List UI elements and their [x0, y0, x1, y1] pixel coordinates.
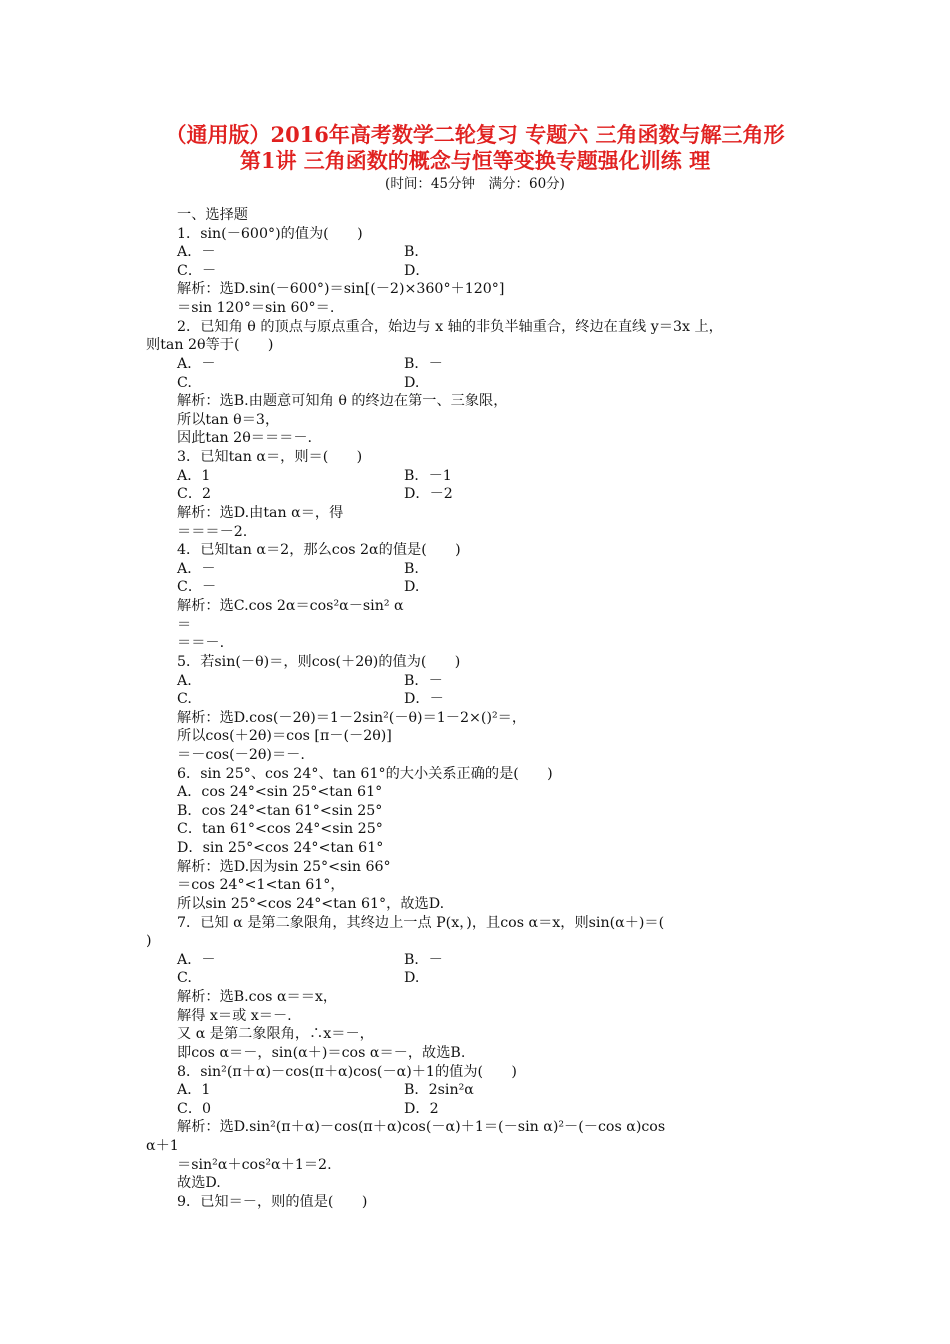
- text-line: [0, 1193, 950, 1212]
- text-line: [0, 560, 950, 579]
- line-text: ＝－cos(－2θ)＝－.: [177, 746, 305, 763]
- text-line: [0, 709, 950, 728]
- continuation-text: 则tan 2θ等于( ): [146, 337, 274, 354]
- line-text: 8．sin²(π＋α)－cos(π＋α)cos(－α)＋1的值为( ): [177, 1063, 517, 1080]
- line-text: 2．已知角 θ 的顶点与原点重合，始边与 x 轴的非负半轴重合，终边在直线 y＝3x 上，: [177, 318, 723, 335]
- text-line: [0, 1007, 950, 1026]
- text-line: [0, 802, 950, 821]
- option-text: B．－1: [404, 467, 452, 484]
- text-line: [0, 932, 950, 951]
- text-line: [0, 876, 950, 895]
- line-text: ＝＝＝－2.: [177, 523, 248, 540]
- option-text: D．－: [404, 691, 444, 708]
- line-text: A．－: [177, 355, 216, 372]
- text-line: [0, 727, 950, 746]
- line-text: C．2: [177, 486, 212, 503]
- text-line: [0, 374, 950, 393]
- line-text: 解析：选D.由tan α＝，得: [177, 504, 344, 521]
- text-line: [0, 448, 950, 467]
- text-line: [0, 616, 950, 635]
- line-text: 解析：选B.由题意可知角 θ 的终边在第一、三象限，: [177, 393, 508, 410]
- text-line: [0, 467, 950, 486]
- option-text: D．－2: [404, 486, 453, 503]
- text-line: [0, 634, 950, 653]
- line-text: B．cos 24°<tan 61°<sin 25°: [177, 802, 383, 819]
- text-line: [0, 783, 950, 802]
- line-text: 解析：选D.cos(－2θ)＝1－2sin²(－θ)＝1－2×()²＝，: [177, 709, 527, 726]
- text-line: [0, 280, 950, 299]
- continuation-text: α＋1: [146, 1138, 179, 1154]
- line-text: A．－: [177, 244, 216, 261]
- text-line: [0, 578, 950, 597]
- line-text: C．tan 61°<cos 24°<sin 25°: [177, 821, 383, 838]
- text-line: [0, 839, 950, 858]
- text-line: [0, 1118, 950, 1137]
- option-text: D．2: [404, 1100, 439, 1117]
- text-line: [0, 951, 950, 970]
- line-text: 解析：选C.cos 2α＝cos²α－sin² α: [177, 598, 404, 615]
- line-text: A．1: [177, 467, 211, 484]
- text-line: [0, 969, 950, 988]
- text-line: [0, 1044, 950, 1063]
- text-line: [0, 206, 950, 225]
- document-subtitle: (时间：45分钟 满分：60分): [385, 176, 565, 192]
- document-title-line1: （通用版）2016年高考数学二轮复习 专题六 三角函数与解三角形: [165, 122, 785, 147]
- line-text: C．－: [177, 579, 217, 596]
- line-text: A.: [177, 672, 192, 689]
- text-line: [0, 318, 950, 337]
- text-line: [0, 336, 950, 355]
- continuation-text: ): [146, 933, 152, 950]
- line-text: 所以cos(＋2θ)＝cos [π－(－2θ)]: [177, 728, 392, 745]
- text-line: [0, 243, 950, 262]
- text-line: [0, 858, 950, 877]
- line-text: 解析：选B.cos α＝＝x，: [177, 989, 338, 1006]
- text-line: [0, 1063, 950, 1082]
- text-line: [0, 597, 950, 616]
- line-text: ＝＝－.: [177, 635, 225, 652]
- line-text: A．－: [177, 951, 216, 968]
- option-text: B.: [404, 560, 419, 577]
- text-line: [0, 485, 950, 504]
- line-text: 6．sin 25°、cos 24°、tan 61°的大小关系正确的是( ): [177, 765, 553, 782]
- text-line: [0, 820, 950, 839]
- text-line: [0, 355, 950, 374]
- text-line: [0, 988, 950, 1007]
- text-line: [0, 690, 950, 709]
- text-line: [0, 653, 950, 672]
- text-line: [0, 1025, 950, 1044]
- line-text: 3．已知tan α＝，则＝( ): [177, 449, 363, 466]
- line-text: C.: [177, 970, 192, 987]
- line-text: 因此tan 2θ＝＝＝－.: [177, 430, 313, 447]
- line-text: 7．已知 α 是第二象限角，其终边上一点 P(x，)，且cos α＝x，则sin(α＋)＝(: [177, 914, 665, 931]
- option-text: B．－: [404, 355, 443, 372]
- line-text: 解析：选D.sin²(π＋α)－cos(π＋α)cos(－α)＋1＝(－sin α)²－(－cos α)cos: [177, 1119, 666, 1136]
- line-text: ＝cos 24°<1<tan 61°，: [177, 877, 345, 894]
- text-line: [0, 429, 950, 448]
- line-text: A．－: [177, 560, 216, 577]
- text-line: [0, 523, 950, 542]
- line-text: D．sin 25°<cos 24°<tan 61°: [177, 840, 384, 857]
- text-line: [0, 914, 950, 933]
- option-text: D.: [404, 374, 420, 391]
- text-line: [0, 765, 950, 784]
- line-text: 解得 x＝或 x＝－.: [177, 1007, 292, 1024]
- line-text: C.: [177, 374, 192, 391]
- document-title-line2: 第1讲 三角函数的概念与恒等变换专题强化训练 理: [239, 148, 711, 173]
- text-line: [0, 541, 950, 560]
- text-line: [0, 895, 950, 914]
- text-line: [0, 392, 950, 411]
- line-text: 一、选择题: [177, 207, 248, 223]
- line-text: ＝sin 120°＝sin 60°＝.: [177, 300, 335, 317]
- line-text: 故选D.: [177, 1175, 221, 1192]
- line-text: 所以tan θ＝3，: [177, 411, 280, 428]
- line-text: 所以sin 25°<cos 24°<tan 61°，故选D.: [177, 895, 445, 912]
- text-line: [0, 504, 950, 523]
- line-text: C．－: [177, 262, 217, 279]
- text-line: [0, 672, 950, 691]
- text-line: [0, 1100, 950, 1119]
- option-text: D．: [404, 262, 430, 279]
- line-text: A．1: [177, 1082, 211, 1099]
- line-text: 4．已知tan α＝2，那么cos 2α的值是( ): [177, 542, 461, 559]
- option-text: B．2sin²α: [404, 1082, 474, 1099]
- text-line: [0, 1156, 950, 1175]
- option-text: B．－: [404, 672, 443, 689]
- text-line: [0, 225, 950, 244]
- line-text: ＝sin²α＋cos²α＋1＝2.: [177, 1156, 332, 1173]
- option-text: D.: [404, 970, 420, 987]
- text-line: [0, 262, 950, 281]
- line-text: C．0: [177, 1100, 212, 1117]
- line-text: 9．已知＝－，则的值是( ): [177, 1193, 368, 1210]
- line-text: 5．若sin(－θ)＝，则cos(＋2θ)的值为( ): [177, 653, 461, 670]
- text-line: [0, 1137, 950, 1156]
- line-text: A．cos 24°<sin 25°<tan 61°: [177, 784, 383, 801]
- line-text: 又 α 是第二象限角，∴x＝－，: [177, 1026, 374, 1043]
- text-line: [0, 746, 950, 765]
- option-text: D.: [404, 579, 420, 596]
- line-text: 解析：选D.sin(－600°)＝sin[(－2)×360°＋120°]: [177, 281, 505, 298]
- option-text: B．: [404, 244, 429, 261]
- text-line: [0, 1174, 950, 1193]
- text-line: [0, 1081, 950, 1100]
- line-text: 1．sin(－600°)的值为( ): [177, 225, 363, 242]
- line-text: 即cos α＝－，sin(α＋)＝cos α＝－，故选B.: [177, 1044, 466, 1061]
- line-text: C.: [177, 691, 192, 708]
- text-line: [0, 411, 950, 430]
- option-text: B．－: [404, 951, 443, 968]
- line-text: 解析：选D.因为sin 25°<sin 66°: [177, 858, 391, 875]
- text-line: [0, 299, 950, 318]
- line-text: ＝: [177, 616, 192, 633]
